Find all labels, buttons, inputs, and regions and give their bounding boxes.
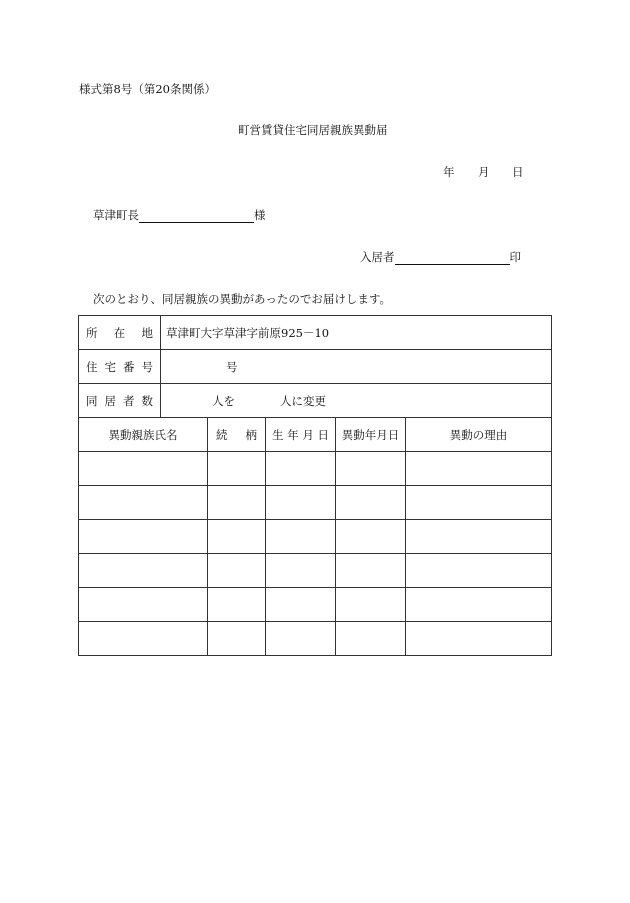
- change-reason-cell[interactable]: [406, 452, 552, 486]
- relative-name-cell[interactable]: [79, 520, 208, 554]
- applicant-name-blank[interactable]: [395, 251, 510, 265]
- addressee-line: [93, 207, 266, 223]
- header-relationship-char-1: 続: [216, 427, 228, 442]
- change-date-cell[interactable]: [336, 622, 406, 656]
- birthdate-cell[interactable]: [266, 452, 336, 486]
- relationship-cell[interactable]: [208, 588, 266, 622]
- header-relationship-cell: [208, 418, 266, 452]
- change-reason-cell[interactable]: [406, 588, 552, 622]
- header-birthdate-char-1: 生: [272, 427, 284, 442]
- header-birthdate-cell: [266, 418, 336, 452]
- change-date-cell[interactable]: [336, 520, 406, 554]
- household-count-to: 人に変更: [280, 393, 326, 408]
- location-value: 草津町大字草津字前原925－10: [161, 316, 552, 350]
- document-title: 町営賃貸住宅同居親族異動届: [238, 123, 388, 137]
- relationship-cell[interactable]: [208, 452, 266, 486]
- table-row: [79, 622, 552, 656]
- house-number-label: 住宅番号: [79, 350, 161, 384]
- location-row: [79, 316, 552, 350]
- header-birthdate-char-3: 月: [302, 427, 314, 442]
- header-change-date: 異動年月日: [336, 418, 406, 452]
- birthdate-cell[interactable]: [266, 554, 336, 588]
- table-row: [79, 520, 552, 554]
- house-number-suffix: 号: [226, 359, 238, 374]
- applicant-line: [360, 249, 521, 265]
- relationship-cell[interactable]: [208, 520, 266, 554]
- relationship-cell[interactable]: [208, 554, 266, 588]
- header-birthdate-char-2: 年: [287, 427, 299, 442]
- table-header-row: [79, 418, 552, 452]
- change-date-cell[interactable]: [336, 452, 406, 486]
- relationship-cell[interactable]: [208, 486, 266, 520]
- notification-table: [78, 315, 552, 656]
- relative-name-cell[interactable]: [79, 554, 208, 588]
- addressee-prefix: 草津町長: [93, 208, 139, 222]
- change-reason-cell[interactable]: [406, 554, 552, 588]
- change-reason-cell[interactable]: [406, 486, 552, 520]
- change-reason-cell[interactable]: [406, 622, 552, 656]
- change-date-cell[interactable]: [336, 486, 406, 520]
- date-day-label: 日: [512, 165, 524, 179]
- birthdate-cell[interactable]: [266, 622, 336, 656]
- household-count-row: [79, 384, 552, 418]
- header-relationship-char-2: 柄: [245, 427, 257, 442]
- relative-name-cell[interactable]: [79, 622, 208, 656]
- date-month-label: 月: [478, 165, 490, 179]
- applicant-label: 入居者: [360, 250, 395, 264]
- date-year-label: 年: [443, 165, 455, 179]
- birthdate-cell[interactable]: [266, 588, 336, 622]
- header-relative-name: 異動親族氏名: [79, 418, 208, 452]
- change-reason-cell[interactable]: [406, 520, 552, 554]
- header-birthdate-char-4: 日: [317, 427, 329, 442]
- form-number: 様式第8号（第20条関係）: [79, 82, 216, 96]
- household-count-field[interactable]: [161, 384, 552, 418]
- household-count-label: 同居者数: [79, 384, 161, 418]
- table-row: [79, 554, 552, 588]
- location-label: 所在地: [79, 316, 161, 350]
- table-row: [79, 452, 552, 486]
- house-number-row: [79, 350, 552, 384]
- relative-name-cell[interactable]: [79, 486, 208, 520]
- change-date-cell[interactable]: [336, 588, 406, 622]
- header-change-reason: 異動の理由: [406, 418, 552, 452]
- table-row: [79, 588, 552, 622]
- applicant-seal: 印: [509, 250, 521, 264]
- birthdate-cell[interactable]: [266, 520, 336, 554]
- relationship-cell[interactable]: [208, 622, 266, 656]
- addressee-suffix: 様: [254, 208, 266, 222]
- addressee-name-blank[interactable]: [139, 209, 254, 223]
- house-number-field[interactable]: [161, 350, 552, 384]
- household-count-from: 人を: [212, 393, 235, 408]
- birthdate-cell[interactable]: [266, 486, 336, 520]
- relative-name-cell[interactable]: [79, 588, 208, 622]
- relative-name-cell[interactable]: [79, 452, 208, 486]
- change-date-cell[interactable]: [336, 554, 406, 588]
- table-row: [79, 486, 552, 520]
- intro-text: 次のとおり、同居親族の異動があったのでお届けします。: [93, 292, 391, 306]
